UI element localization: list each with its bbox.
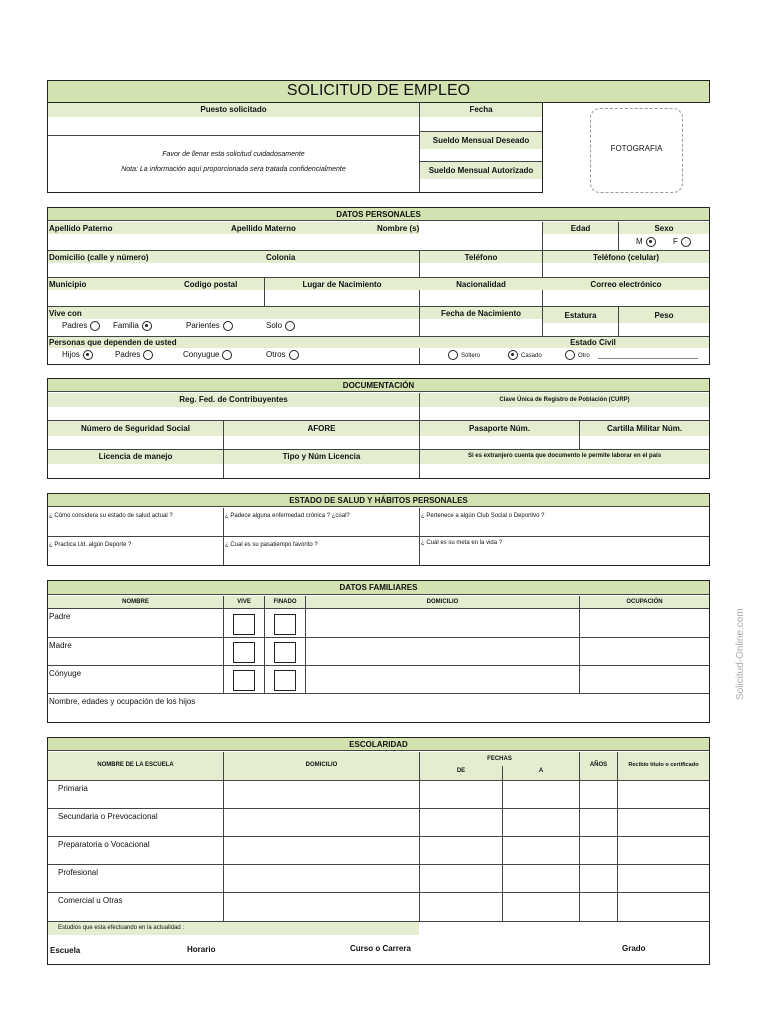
padre-finado-checkbox[interactable] — [274, 614, 296, 635]
esc-titulo-col: Recibio título o certificado — [628, 762, 699, 768]
esc-row-profesional: Profesional — [58, 868, 99, 877]
civil-soltero-radio[interactable] — [448, 350, 458, 360]
note-cuidadosamente: Favor de llenar esta solicitud cuidadosamente — [162, 151, 305, 158]
familiares-header: DATOS FAMILIARES — [48, 581, 709, 595]
esc-row-comercial: Comercial u Otras — [58, 896, 123, 905]
actual-curso-label: Curso o Carrera — [350, 944, 411, 953]
fam-finado-col: FINADO — [273, 599, 297, 605]
telefono-cel-label: Teléfono (celular) — [592, 253, 660, 262]
salud-header: ESTADO DE SALUD Y HÁBITOS PERSONALES — [48, 494, 709, 507]
vive-padres[interactable]: Padres — [62, 321, 100, 331]
vive-solo-radio[interactable] — [285, 321, 295, 331]
edad-label: Edad — [543, 222, 618, 234]
esc-domicilio-col: DOMICILIO — [305, 762, 338, 768]
vive-parientes-radio[interactable] — [223, 321, 233, 331]
salud-q4: ¿ Practica Ud. algún Deporte ? — [49, 542, 132, 548]
fam-nombre-col: NOMBRE — [122, 599, 149, 605]
esc-nombre-col: NOMBRE DE LA ESCUELA — [97, 762, 174, 768]
fam-conyuge: Cónyuge — [49, 669, 82, 678]
rfc-label: Reg. Fed. de Contribuyentes — [48, 393, 419, 407]
civil-soltero[interactable]: Soltero — [448, 350, 480, 360]
salud-q2: ¿ Padece alguna enfermedad crónica ? ¿cúal? — [225, 513, 350, 519]
civil-otro[interactable]: Otro — [565, 350, 590, 360]
dep-padres-radio[interactable] — [143, 350, 153, 360]
actual-grado-label: Grado — [622, 944, 646, 953]
pasaporte-label: Pasaporte Núm. — [420, 421, 579, 436]
salud-q3: ¿ Pertenece a algún Club Social o Deportivo ? — [421, 513, 545, 519]
esc-a-col: A — [538, 768, 544, 774]
salud-q5: ¿ Cual es su pasatiempo favorito ? — [225, 542, 318, 548]
lugar-nac-label: Lugar de Nacimiento — [302, 280, 382, 289]
dep-otros[interactable]: Otros — [266, 350, 299, 360]
vive-familia-radio[interactable] — [142, 321, 152, 331]
civil-otro-radio[interactable] — [565, 350, 575, 360]
vive-con-label: Vive con — [49, 309, 82, 318]
afore-label: AFORE — [224, 421, 419, 436]
sexo-label: Sexo — [619, 222, 709, 234]
sueldo-deseado-label: Sueldo Mensual Deseado — [420, 132, 542, 149]
vive-solo[interactable]: Solo — [266, 321, 295, 331]
dep-conyugue[interactable]: Conyugue — [183, 350, 232, 360]
vive-padres-radio[interactable] — [90, 321, 100, 331]
dependen-label: Personas que dependen de usted — [49, 338, 177, 347]
photo-label: FOTOGRAFIA — [610, 144, 663, 153]
peso-label: Peso — [619, 307, 709, 323]
actual-horario-label: Horario — [187, 945, 216, 954]
tipo-licencia-label: Tipo y Núm Licencia — [224, 450, 419, 464]
cartilla-label: Cartilla Militar Núm. — [580, 421, 709, 436]
esc-row-primaria: Primaria — [58, 784, 88, 793]
nss-label: Número de Seguridad Social — [48, 421, 223, 436]
dep-conyugue-radio[interactable] — [222, 350, 232, 360]
dep-hijos-radio[interactable] — [83, 350, 93, 360]
fam-ocupacion-col: OCUPACIÓN — [626, 599, 663, 605]
fam-padre: Padre — [49, 612, 71, 621]
esc-de-col: DE — [456, 768, 466, 774]
salud-q6: ¿ Cuál es su meta en la vida ? — [421, 540, 503, 546]
estatura-label: Estatura — [543, 307, 618, 323]
watermark: Solicitud-Online.com — [735, 608, 746, 700]
actual-escuela-label: Escuela — [50, 946, 81, 955]
vive-familia[interactable]: Familia — [113, 321, 152, 331]
fam-domicilio-col: DOMICILIO — [426, 599, 459, 605]
estudios-actuales-label: Estudios que esta efectuando en la actualidad : — [58, 925, 185, 931]
estado-civil-label: Estado Civil — [570, 338, 616, 347]
conyuge-finado-checkbox[interactable] — [274, 670, 296, 691]
salud-q1: ¿ Cómo considera su estado de salud actual ? — [49, 513, 173, 519]
esc-row-secundaria: Secundaria o Prevocacional — [58, 812, 158, 821]
sexo-m[interactable]: M — [636, 237, 656, 247]
apellido-paterno-label: Apellido Paterno — [49, 224, 113, 233]
page-title: SOLICITUD DE EMPLEO — [286, 82, 471, 99]
conyuge-vive-checkbox[interactable] — [233, 670, 255, 691]
puesto-label: Puesto solicitado — [48, 103, 419, 117]
esc-fechas-col: FECHAS — [487, 756, 512, 762]
esc-anos-col: AÑOS — [589, 762, 608, 768]
vive-parientes[interactable]: Parientes — [186, 321, 233, 331]
dep-padres[interactable]: Padres — [115, 350, 153, 360]
fecha-nac-label: Fecha de Nacimiento — [420, 307, 542, 319]
esc-row-preparatoria: Preparatoria o Vocacional — [58, 840, 150, 849]
domicilio-label: Domicilio (calle y número) — [49, 253, 149, 262]
documentacion-header: DOCUMENTACIÓN — [48, 379, 709, 392]
fecha-label: Fecha — [420, 103, 542, 117]
apellido-materno-label: Apellido Materno — [231, 224, 296, 233]
extranjero-label: Si es extranjero cuenta que documento le permite laborar en el país — [420, 450, 709, 464]
municipio-label: Municipio — [49, 280, 87, 289]
curp-label: Clave Única de Registro de Población (CURP) — [420, 393, 709, 407]
madre-vive-checkbox[interactable] — [233, 642, 255, 663]
civil-casado[interactable]: Casado — [508, 350, 542, 360]
sexo-m-radio[interactable] — [646, 237, 656, 247]
sexo-f-radio[interactable] — [681, 237, 691, 247]
licencia-label: Licencia de manejo — [48, 450, 223, 464]
sueldo-autorizado-label: Sueldo Mensual Autorizado — [420, 162, 542, 179]
nacionalidad-label: Nacionalidad — [456, 280, 506, 289]
datos-personales-header: DATOS PERSONALES — [48, 208, 709, 221]
nombres-label: Nombre (s) — [377, 224, 420, 233]
fam-vive-col: VIVE — [237, 599, 251, 605]
correo-label: Correo electrónico — [590, 280, 662, 289]
colonia-label: Colonia — [266, 253, 296, 262]
dep-otros-radio[interactable] — [289, 350, 299, 360]
fam-hijos: Nombre, edades y ocupación de los hijos — [49, 697, 196, 706]
escolaridad-header: ESCOLARIDAD — [48, 738, 709, 751]
dep-hijos[interactable]: Hijos — [62, 350, 93, 360]
padre-vive-checkbox[interactable] — [233, 614, 255, 635]
cp-label: Codigo postal — [184, 280, 238, 289]
note-confidencial: Nota: La información aquí proporcionada sera tratada confidencialmente — [121, 166, 346, 173]
fam-madre: Madre — [49, 641, 72, 650]
madre-finado-checkbox[interactable] — [274, 642, 296, 663]
civil-casado-radio[interactable] — [508, 350, 518, 360]
telefono-label: Teléfono — [464, 253, 498, 262]
sexo-f[interactable]: F — [673, 237, 691, 247]
